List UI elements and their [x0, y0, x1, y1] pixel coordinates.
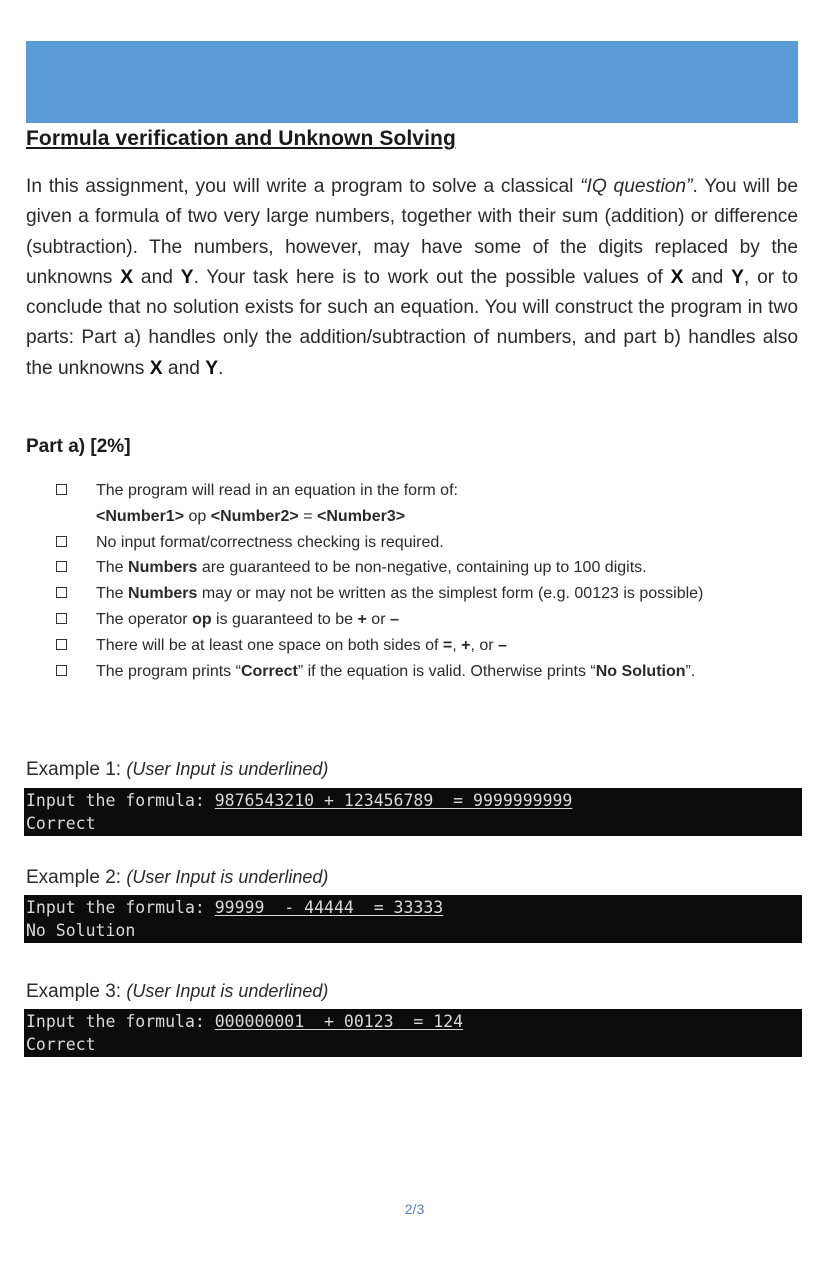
console-input-line: Input the formula: 99999 - 44444 = 33333 — [26, 898, 444, 917]
list-item: The Numbers may or may not be written as the simplest form (e.g. 00123 is possible) — [56, 581, 816, 607]
checkbox-icon — [56, 639, 67, 650]
checkbox-icon — [56, 665, 67, 676]
checkbox-icon — [56, 484, 67, 495]
console-input-line: Input the formula: 000000001 + 00123 = 124 — [26, 1012, 464, 1031]
example-2-console — [24, 895, 802, 943]
checkbox-icon — [56, 536, 67, 547]
console-output-line: Correct — [26, 1035, 96, 1054]
console-output-line: Correct — [26, 814, 96, 833]
list-item: There will be at least one space on both sides of =, +, or – — [56, 633, 816, 659]
list-item: The operator op is guaranteed to be + or – — [56, 607, 816, 633]
example-1-label: Example 1: (User Input is underlined) — [26, 759, 329, 780]
user-input: 99999 - 44444 = 33333 — [214, 898, 444, 917]
example-3-label: Example 3: (User Input is underlined) — [26, 981, 329, 1002]
user-input: 9876543210 + 123456789 = 9999999999 — [214, 791, 573, 810]
example-2-label: Example 2: (User Input is underlined) — [26, 867, 329, 888]
list-item: The Numbers are guaranteed to be non-negative, containing up to 100 digits. — [56, 555, 816, 581]
checkbox-icon — [56, 613, 67, 624]
example-1-console — [24, 788, 802, 836]
page-title: Formula verification and Unknown Solving — [26, 127, 456, 150]
requirements-checklist — [56, 478, 816, 684]
checkbox-icon — [56, 561, 67, 572]
list-item: No input format/correctness checking is required. — [56, 530, 816, 556]
list-item: The program prints “Correct” if the equation is valid. Otherwise prints “No Solution”. — [56, 659, 816, 685]
header-banner — [26, 41, 798, 123]
example-3-console — [24, 1009, 802, 1057]
console-input-line: Input the formula: 9876543210 + 123456789 = 9999999999 — [26, 791, 573, 810]
checkbox-icon — [56, 587, 67, 598]
intro-paragraph: In this assignment, you will write a program to solve a classical “IQ question”. You will be given a formula of two very large numbers, together with their sum (addition) or difference (subtraction). The numbers, however, may have some of the digits replaced by the unknowns X and Y. Your task here is to work out the possible values of X and Y, or to conclude that no solution exists for such an equation. You will construct the program in two parts: Part a) handles only the addition/subtraction of numbers, and part b) handles also the unknowns X and Y. — [26, 176, 799, 379]
page-number: 2/3 — [404, 1201, 425, 1217]
user-input: 000000001 + 00123 = 124 — [214, 1012, 464, 1031]
part-a-heading: Part a) [2%] — [26, 436, 131, 457]
list-item: The program will read in an equation in the form of: <Number1> op <Number2> = <Number3> — [56, 478, 816, 530]
console-output-line: No Solution — [26, 921, 136, 940]
